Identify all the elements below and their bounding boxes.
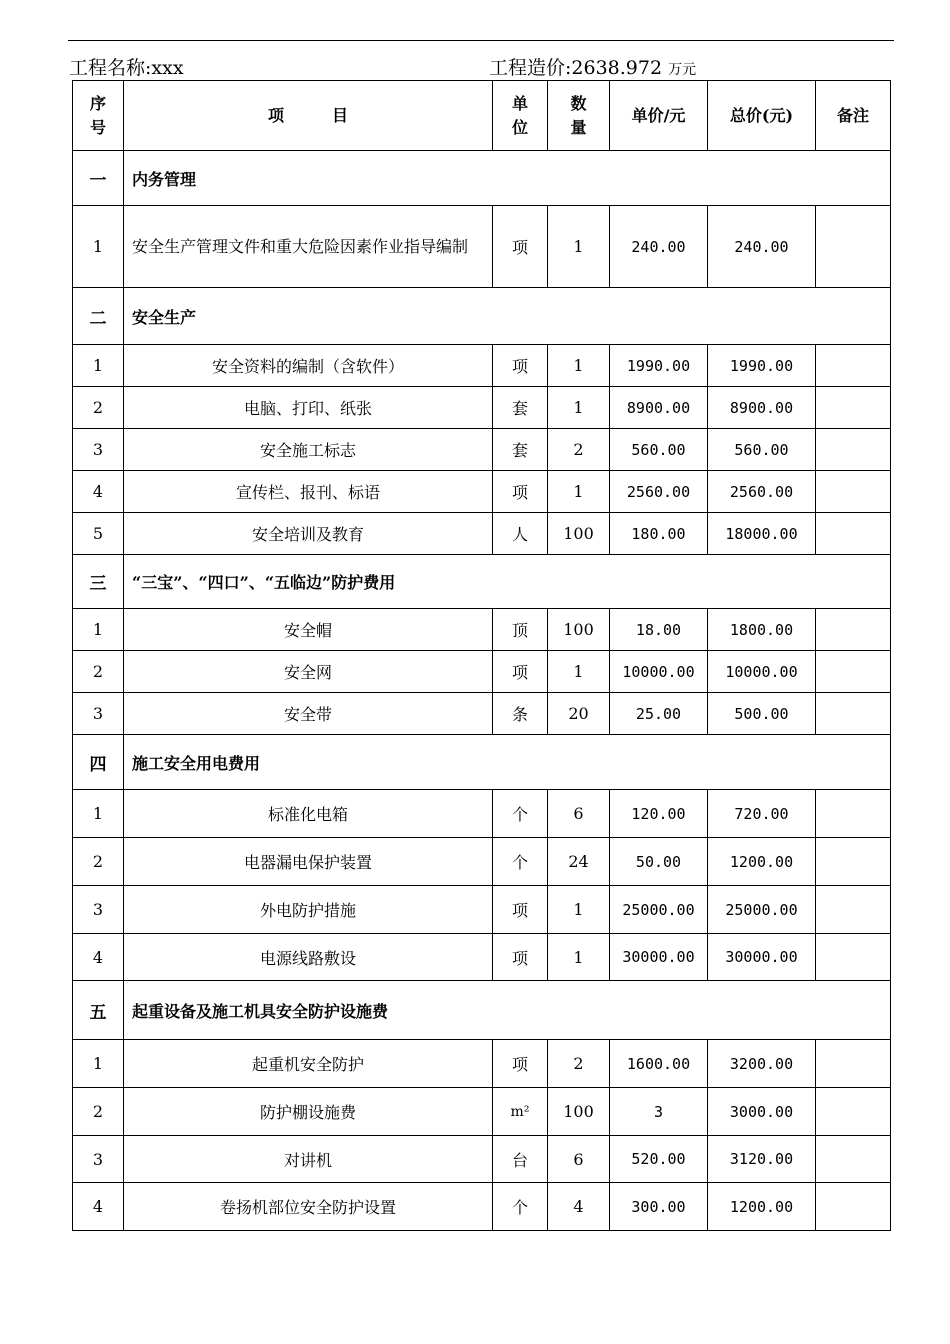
row-total: 30000.00 — [708, 934, 816, 981]
section-title: 内务管理 — [124, 151, 891, 206]
row-seq: 5 — [73, 513, 124, 555]
row-seq: 2 — [73, 387, 124, 429]
row-total: 3120.00 — [708, 1136, 816, 1183]
table-row — [73, 651, 891, 693]
row-total: 3000.00 — [708, 1088, 816, 1136]
header-seq: 序 号 — [73, 81, 124, 151]
section-row — [73, 555, 891, 609]
table-row — [73, 471, 891, 513]
budget-table — [72, 80, 891, 1231]
row-item: 安全带 — [124, 693, 493, 735]
row-seq: 1 — [73, 206, 124, 288]
row-seq: 1 — [73, 345, 124, 387]
row-unit-price: 560.00 — [610, 429, 708, 471]
top-rule — [68, 40, 894, 41]
row-qty: 2 — [548, 1040, 610, 1088]
row-total: 1990.00 — [708, 345, 816, 387]
row-qty: 24 — [548, 838, 610, 886]
table-row — [73, 1088, 891, 1136]
row-remark — [816, 886, 891, 934]
row-qty: 1 — [548, 345, 610, 387]
row-unit-price: 25000.00 — [610, 886, 708, 934]
table-row — [73, 1040, 891, 1088]
row-remark — [816, 609, 891, 651]
row-qty: 100 — [548, 1088, 610, 1136]
row-item: 卷扬机部位安全防护设置 — [124, 1183, 493, 1231]
row-item: 对讲机 — [124, 1136, 493, 1183]
row-qty: 100 — [548, 513, 610, 555]
row-total: 240.00 — [708, 206, 816, 288]
row-unit: 项 — [493, 651, 548, 693]
row-total: 1800.00 — [708, 609, 816, 651]
project-cost-unit: 万元 — [668, 62, 697, 78]
row-unit-price: 1990.00 — [610, 345, 708, 387]
section-row — [73, 151, 891, 206]
row-remark — [816, 790, 891, 838]
row-qty: 1 — [548, 471, 610, 513]
row-seq: 4 — [73, 1183, 124, 1231]
section-title: 起重设备及施工机具安全防护设施费 — [124, 981, 891, 1040]
row-item: 安全培训及教育 — [124, 513, 493, 555]
row-unit-price: 18.00 — [610, 609, 708, 651]
project-cost — [489, 56, 696, 82]
row-seq: 4 — [73, 471, 124, 513]
table-row — [73, 513, 891, 555]
row-item: 安全网 — [124, 651, 493, 693]
row-unit: 个 — [493, 1183, 548, 1231]
row-item: 安全生产管理文件和重大危险因素作业指导编制 — [124, 206, 493, 288]
header-item: 项 目 — [124, 81, 493, 151]
row-remark — [816, 1040, 891, 1088]
row-item: 电源线路敷设 — [124, 934, 493, 981]
table-row — [73, 693, 891, 735]
table-row — [73, 429, 891, 471]
row-unit: 项 — [493, 934, 548, 981]
row-total: 10000.00 — [708, 651, 816, 693]
row-remark — [816, 513, 891, 555]
section-number: 五 — [73, 981, 124, 1040]
table-row — [73, 790, 891, 838]
row-seq: 3 — [73, 693, 124, 735]
row-unit-price: 240.00 — [610, 206, 708, 288]
row-total: 560.00 — [708, 429, 816, 471]
section-number: 三 — [73, 555, 124, 609]
row-qty: 20 — [548, 693, 610, 735]
row-qty: 1 — [548, 206, 610, 288]
row-item: 安全施工标志 — [124, 429, 493, 471]
row-unit-price: 120.00 — [610, 790, 708, 838]
row-unit-price: 520.00 — [610, 1136, 708, 1183]
row-unit-price: 10000.00 — [610, 651, 708, 693]
row-remark — [816, 345, 891, 387]
row-unit-price: 8900.00 — [610, 387, 708, 429]
row-item: 起重机安全防护 — [124, 1040, 493, 1088]
row-unit-price: 2560.00 — [610, 471, 708, 513]
row-remark — [816, 651, 891, 693]
row-item: 宣传栏、报刊、标语 — [124, 471, 493, 513]
row-qty: 1 — [548, 387, 610, 429]
header-total: 总价(元) — [708, 81, 816, 151]
section-title: 施工安全用电费用 — [124, 735, 891, 790]
row-remark — [816, 387, 891, 429]
table-row — [73, 345, 891, 387]
row-remark — [816, 934, 891, 981]
row-qty: 1 — [548, 651, 610, 693]
row-unit: 项 — [493, 345, 548, 387]
row-unit-price: 30000.00 — [610, 934, 708, 981]
row-seq: 1 — [73, 609, 124, 651]
row-item: 安全资料的编制（含软件） — [124, 345, 493, 387]
row-unit: 个 — [493, 790, 548, 838]
table-row — [73, 609, 891, 651]
row-item: 电器漏电保护装置 — [124, 838, 493, 886]
row-unit-price: 3 — [610, 1088, 708, 1136]
row-total: 3200.00 — [708, 1040, 816, 1088]
document-header — [69, 56, 899, 80]
row-qty: 100 — [548, 609, 610, 651]
header-unit-price: 单价/元 — [610, 81, 708, 151]
table-row — [73, 387, 891, 429]
row-qty: 1 — [548, 886, 610, 934]
row-qty: 6 — [548, 790, 610, 838]
row-unit: 个 — [493, 838, 548, 886]
table-row — [73, 886, 891, 934]
row-qty: 2 — [548, 429, 610, 471]
row-unit: 台 — [493, 1136, 548, 1183]
section-title: “三宝”、“四口”、“五临边”防护费用 — [124, 555, 891, 609]
table-header-row — [73, 81, 891, 151]
row-unit-price: 25.00 — [610, 693, 708, 735]
row-seq: 1 — [73, 790, 124, 838]
row-unit: 套 — [493, 387, 548, 429]
row-unit: 顶 — [493, 609, 548, 651]
row-unit-price: 300.00 — [610, 1183, 708, 1231]
row-item: 电脑、打印、纸张 — [124, 387, 493, 429]
header-qty: 数 量 — [548, 81, 610, 151]
row-total: 500.00 — [708, 693, 816, 735]
table-row — [73, 1136, 891, 1183]
row-total: 25000.00 — [708, 886, 816, 934]
section-title: 安全生产 — [124, 288, 891, 345]
row-unit: 套 — [493, 429, 548, 471]
row-seq: 3 — [73, 1136, 124, 1183]
row-seq: 4 — [73, 934, 124, 981]
row-total: 8900.00 — [708, 387, 816, 429]
table-row — [73, 206, 891, 288]
section-number: 四 — [73, 735, 124, 790]
section-row — [73, 981, 891, 1040]
table-row — [73, 1183, 891, 1231]
row-seq: 2 — [73, 1088, 124, 1136]
project-cost-value: 工程造价:2638.972 — [489, 57, 663, 79]
row-remark — [816, 471, 891, 513]
row-unit-price: 180.00 — [610, 513, 708, 555]
row-unit: 条 — [493, 693, 548, 735]
project-name: 工程名称:xxx — [69, 57, 184, 79]
row-item: 标准化电箱 — [124, 790, 493, 838]
row-unit: 项 — [493, 206, 548, 288]
row-total: 720.00 — [708, 790, 816, 838]
table-row — [73, 838, 891, 886]
row-seq: 3 — [73, 886, 124, 934]
section-number: 二 — [73, 288, 124, 345]
row-unit: 人 — [493, 513, 548, 555]
row-total: 1200.00 — [708, 1183, 816, 1231]
row-unit-price: 1600.00 — [610, 1040, 708, 1088]
row-seq: 3 — [73, 429, 124, 471]
row-unit: 项 — [493, 471, 548, 513]
section-number: 一 — [73, 151, 124, 206]
section-row — [73, 288, 891, 345]
row-item: 外电防护措施 — [124, 886, 493, 934]
row-seq: 2 — [73, 838, 124, 886]
section-row — [73, 735, 891, 790]
row-qty: 4 — [548, 1183, 610, 1231]
row-remark — [816, 1183, 891, 1231]
header-remark: 备注 — [816, 81, 891, 151]
header-unit: 单 位 — [493, 81, 548, 151]
row-remark — [816, 1088, 891, 1136]
row-item: 防护棚设施费 — [124, 1088, 493, 1136]
row-remark — [816, 429, 891, 471]
row-unit: 项 — [493, 1040, 548, 1088]
row-total: 18000.00 — [708, 513, 816, 555]
row-seq: 1 — [73, 1040, 124, 1088]
row-qty: 6 — [548, 1136, 610, 1183]
row-total: 1200.00 — [708, 838, 816, 886]
row-seq: 2 — [73, 651, 124, 693]
row-qty: 1 — [548, 934, 610, 981]
table-row — [73, 934, 891, 981]
row-unit-price: 50.00 — [610, 838, 708, 886]
row-unit: m² — [493, 1088, 548, 1136]
row-remark — [816, 693, 891, 735]
row-remark — [816, 838, 891, 886]
row-remark — [816, 1136, 891, 1183]
row-item: 安全帽 — [124, 609, 493, 651]
row-remark — [816, 206, 891, 288]
row-unit: 项 — [493, 886, 548, 934]
row-total: 2560.00 — [708, 471, 816, 513]
